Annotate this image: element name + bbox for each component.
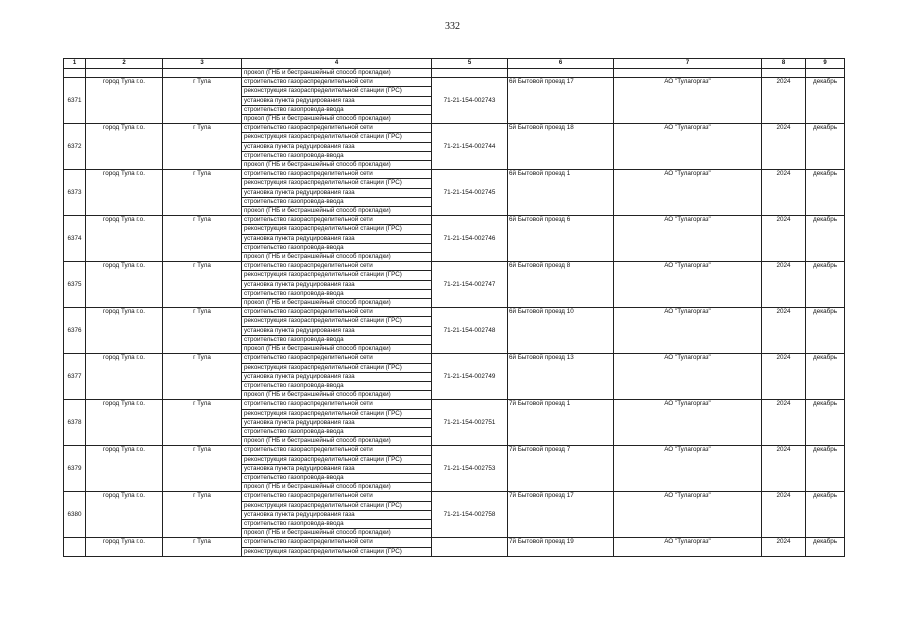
- col-header-2: 2: [86, 59, 163, 69]
- work-cell: строительство газопровода-ввода: [242, 335, 432, 344]
- district-cell: город Тула г.о.: [86, 262, 163, 308]
- table-row: [64, 216, 845, 225]
- work-cell: установка пункта редуцирования газа: [242, 188, 432, 197]
- work-cell: строительство газораспределительной сети: [242, 492, 432, 501]
- work-cell: прокол (ГНБ и бестраншейный способ прокладки): [242, 437, 432, 446]
- row-number: 6374: [64, 216, 86, 262]
- code-cell: 71-21-154-002753: [432, 446, 508, 492]
- org-cell: АО "Тулагоргаз": [614, 78, 762, 124]
- month-cell: декабрь: [806, 78, 845, 124]
- table-row: [64, 124, 845, 133]
- settlement-cell: г Тула: [163, 170, 242, 216]
- district-cell: город Тула г.о.: [86, 308, 163, 354]
- table-row: [64, 400, 845, 409]
- work-cell: прокол (ГНБ и бестраншейный способ прокладки): [242, 345, 432, 354]
- work-cell: реконструкция газораспределительной станции (ГРС): [242, 317, 432, 326]
- month-cell: декабрь: [806, 446, 845, 492]
- work-cell: реконструкция газораспределительной станции (ГРС): [242, 271, 432, 280]
- org-cell: АО "Тулагоргаз": [614, 354, 762, 400]
- org-cell: АО "Тулагоргаз": [614, 124, 762, 170]
- work-cell: строительство газораспределительной сети: [242, 216, 432, 225]
- table-row: [64, 78, 845, 87]
- row-number: 6371: [64, 78, 86, 124]
- district-cell: город Тула г.о.: [86, 170, 163, 216]
- work-cell: прокол (ГНБ и бестраншейный способ прокладки): [242, 207, 432, 216]
- work-cell: прокол (ГНБ и бестраншейный способ прокладки): [242, 115, 432, 124]
- work-cell: установка пункта редуцирования газа: [242, 142, 432, 151]
- work-cell: строительство газопровода-ввода: [242, 519, 432, 528]
- address-cell: 7й Бытовой проезд 1: [508, 400, 614, 446]
- row-number: 6375: [64, 262, 86, 308]
- year-cell: 2024: [762, 78, 806, 124]
- org-cell: АО "Тулагоргаз": [614, 216, 762, 262]
- district-cell: город Тула г.о.: [86, 492, 163, 538]
- code-cell: 71-21-154-002745: [432, 170, 508, 216]
- address-cell: 5й Бытовой проезд 18: [508, 124, 614, 170]
- address-cell: 6й Бытовой проезд 10: [508, 308, 614, 354]
- district-cell: город Тула г.о.: [86, 354, 163, 400]
- work-cell: строительство газораспределительной сети: [242, 538, 432, 547]
- settlement-cell: г Тула: [163, 78, 242, 124]
- work-cell: реконструкция газораспределительной станции (ГРС): [242, 179, 432, 188]
- org-cell: АО "Тулагоргаз": [614, 446, 762, 492]
- year-cell: 2024: [762, 308, 806, 354]
- year-cell: 2024: [762, 170, 806, 216]
- month-cell: декабрь: [806, 216, 845, 262]
- district-cell: город Тула г.о.: [86, 446, 163, 492]
- code-cell: 71-21-154-002744: [432, 124, 508, 170]
- code-cell: 71-21-154-002748: [432, 308, 508, 354]
- year-cell: 2024: [762, 538, 806, 556]
- year-cell: 2024: [762, 124, 806, 170]
- org-cell: АО "Тулагоргаз": [614, 538, 762, 556]
- district-cell: город Тула г.о.: [86, 216, 163, 262]
- settlement-cell: г Тула: [163, 216, 242, 262]
- work-cell: прокол (ГНБ и бестраншейный способ прокладки): [242, 299, 432, 308]
- address-cell: 7й Бытовой проезд 7: [508, 446, 614, 492]
- work-cell: строительство газопровода-ввода: [242, 105, 432, 114]
- code-cell: 71-21-154-002751: [432, 400, 508, 446]
- col-header-9: 9: [806, 59, 845, 69]
- address-cell: 6й Бытовой проезд 17: [508, 78, 614, 124]
- table-row: [64, 492, 845, 501]
- row-number: 6372: [64, 124, 86, 170]
- address-cell: 7й Бытовой проезд 17: [508, 492, 614, 538]
- settlement-cell: г Тула: [163, 492, 242, 538]
- work-cell: установка пункта редуцирования газа: [242, 234, 432, 243]
- work-cell: строительство газораспределительной сети: [242, 446, 432, 455]
- row-number: 6380: [64, 492, 86, 538]
- work-cell: прокол (ГНБ и бестраншейный способ прокладки): [242, 391, 432, 400]
- col-header-7: 7: [614, 59, 762, 69]
- work-cell: установка пункта редуцирования газа: [242, 418, 432, 427]
- month-cell: декабрь: [806, 170, 845, 216]
- col-header-5: 5: [432, 59, 508, 69]
- work-cell: установка пункта редуцирования газа: [242, 280, 432, 289]
- col-header-8: 8: [762, 59, 806, 69]
- month-cell: декабрь: [806, 308, 845, 354]
- work-cell: установка пункта редуцирования газа: [242, 464, 432, 473]
- table-row: [64, 354, 845, 363]
- row-number: 6373: [64, 170, 86, 216]
- district-cell: город Тула г.о.: [86, 124, 163, 170]
- month-cell: декабрь: [806, 538, 845, 556]
- work-cell: строительство газораспределительной сети: [242, 124, 432, 133]
- month-cell: декабрь: [806, 124, 845, 170]
- work-cell: установка пункта редуцирования газа: [242, 510, 432, 519]
- work-cell: реконструкция газораспределительной станции (ГРС): [242, 225, 432, 234]
- settlement-cell: г Тула: [163, 262, 242, 308]
- work-cell: строительство газораспределительной сети: [242, 308, 432, 317]
- code-cell: 71-21-154-002743: [432, 78, 508, 124]
- month-cell: декабрь: [806, 492, 845, 538]
- district-cell: город Тула г.о.: [86, 400, 163, 446]
- year-cell: 2024: [762, 446, 806, 492]
- month-cell: декабрь: [806, 262, 845, 308]
- table-row: [64, 262, 845, 271]
- col-header-1: 1: [64, 59, 86, 69]
- row-number: 6378: [64, 400, 86, 446]
- settlement-cell: г Тула: [163, 446, 242, 492]
- work-cell: прокол (ГНБ и бестраншейный способ прокладки): [242, 69, 432, 78]
- year-cell: 2024: [762, 492, 806, 538]
- address-cell: 6й Бытовой проезд 1: [508, 170, 614, 216]
- work-cell: прокол (ГНБ и бестраншейный способ прокладки): [242, 253, 432, 262]
- col-header-4: 4: [242, 59, 432, 69]
- year-cell: 2024: [762, 354, 806, 400]
- org-cell: АО "Тулагоргаз": [614, 262, 762, 308]
- settlement-cell: г Тула: [163, 308, 242, 354]
- work-cell: реконструкция газораспределительной станции (ГРС): [242, 547, 432, 556]
- month-cell: декабрь: [806, 354, 845, 400]
- code-cell: 71-21-154-002749: [432, 354, 508, 400]
- district-cell: город Тула г.о.: [86, 538, 163, 556]
- table-row: [64, 538, 845, 547]
- year-cell: 2024: [762, 262, 806, 308]
- settlement-cell: г Тула: [163, 354, 242, 400]
- work-cell: реконструкция газораспределительной станции (ГРС): [242, 455, 432, 464]
- code-cell: [432, 538, 508, 556]
- row-number: 6379: [64, 446, 86, 492]
- table-row: [64, 170, 845, 179]
- work-cell: строительство газопровода-ввода: [242, 473, 432, 482]
- work-cell: строительство газопровода-ввода: [242, 151, 432, 160]
- work-cell: строительство газопровода-ввода: [242, 289, 432, 298]
- org-cell: АО "Тулагоргаз": [614, 400, 762, 446]
- work-cell: установка пункта редуцирования газа: [242, 96, 432, 105]
- work-cell: строительство газопровода-ввода: [242, 381, 432, 390]
- org-cell: АО "Тулагоргаз": [614, 492, 762, 538]
- address-cell: 6й Бытовой проезд 13: [508, 354, 614, 400]
- row-number: 6376: [64, 308, 86, 354]
- code-cell: 71-21-154-002758: [432, 492, 508, 538]
- work-cell: установка пункта редуцирования газа: [242, 372, 432, 381]
- work-cell: строительство газопровода-ввода: [242, 197, 432, 206]
- work-cell: прокол (ГНБ и бестраншейный способ прокладки): [242, 529, 432, 538]
- settlement-cell: г Тула: [163, 538, 242, 556]
- work-cell: строительство газопровода-ввода: [242, 427, 432, 436]
- work-cell: реконструкция газораспределительной станции (ГРС): [242, 363, 432, 372]
- code-cell: 71-21-154-002747: [432, 262, 508, 308]
- district-cell: город Тула г.о.: [86, 78, 163, 124]
- work-cell: реконструкция газораспределительной станции (ГРС): [242, 409, 432, 418]
- work-cell: реконструкция газораспределительной станции (ГРС): [242, 133, 432, 142]
- settlement-cell: г Тула: [163, 400, 242, 446]
- year-cell: 2024: [762, 400, 806, 446]
- work-cell: строительство газопровода-ввода: [242, 243, 432, 252]
- month-cell: декабрь: [806, 400, 845, 446]
- page-number: 332: [445, 21, 460, 32]
- org-cell: АО "Тулагоргаз": [614, 308, 762, 354]
- continued-row: [64, 69, 845, 78]
- work-cell: строительство газораспределительной сети: [242, 262, 432, 271]
- address-cell: 7й Бытовой проезд 19: [508, 538, 614, 556]
- row-number: 6377: [64, 354, 86, 400]
- table-row: [64, 446, 845, 455]
- work-cell: установка пункта редуцирования газа: [242, 326, 432, 335]
- org-cell: АО "Тулагоргаз": [614, 170, 762, 216]
- work-cell: строительство газораспределительной сети: [242, 400, 432, 409]
- header-row: [64, 59, 845, 69]
- work-cell: строительство газораспределительной сети: [242, 354, 432, 363]
- row-number: [64, 538, 86, 556]
- work-cell: реконструкция газораспределительной станции (ГРС): [242, 501, 432, 510]
- work-cell: строительство газораспределительной сети: [242, 170, 432, 179]
- address-cell: 6й Бытовой проезд 8: [508, 262, 614, 308]
- work-cell: прокол (ГНБ и бестраншейный способ прокладки): [242, 483, 432, 492]
- settlement-cell: г Тула: [163, 124, 242, 170]
- registry-table: [63, 58, 845, 557]
- work-cell: строительство газораспределительной сети: [242, 78, 432, 87]
- col-header-3: 3: [163, 59, 242, 69]
- year-cell: 2024: [762, 216, 806, 262]
- work-cell: реконструкция газораспределительной станции (ГРС): [242, 87, 432, 96]
- work-cell: прокол (ГНБ и бестраншейный способ прокладки): [242, 161, 432, 170]
- address-cell: 6й Бытовой проезд 6: [508, 216, 614, 262]
- code-cell: 71-21-154-002746: [432, 216, 508, 262]
- col-header-6: 6: [508, 59, 614, 69]
- table-row: [64, 308, 845, 317]
